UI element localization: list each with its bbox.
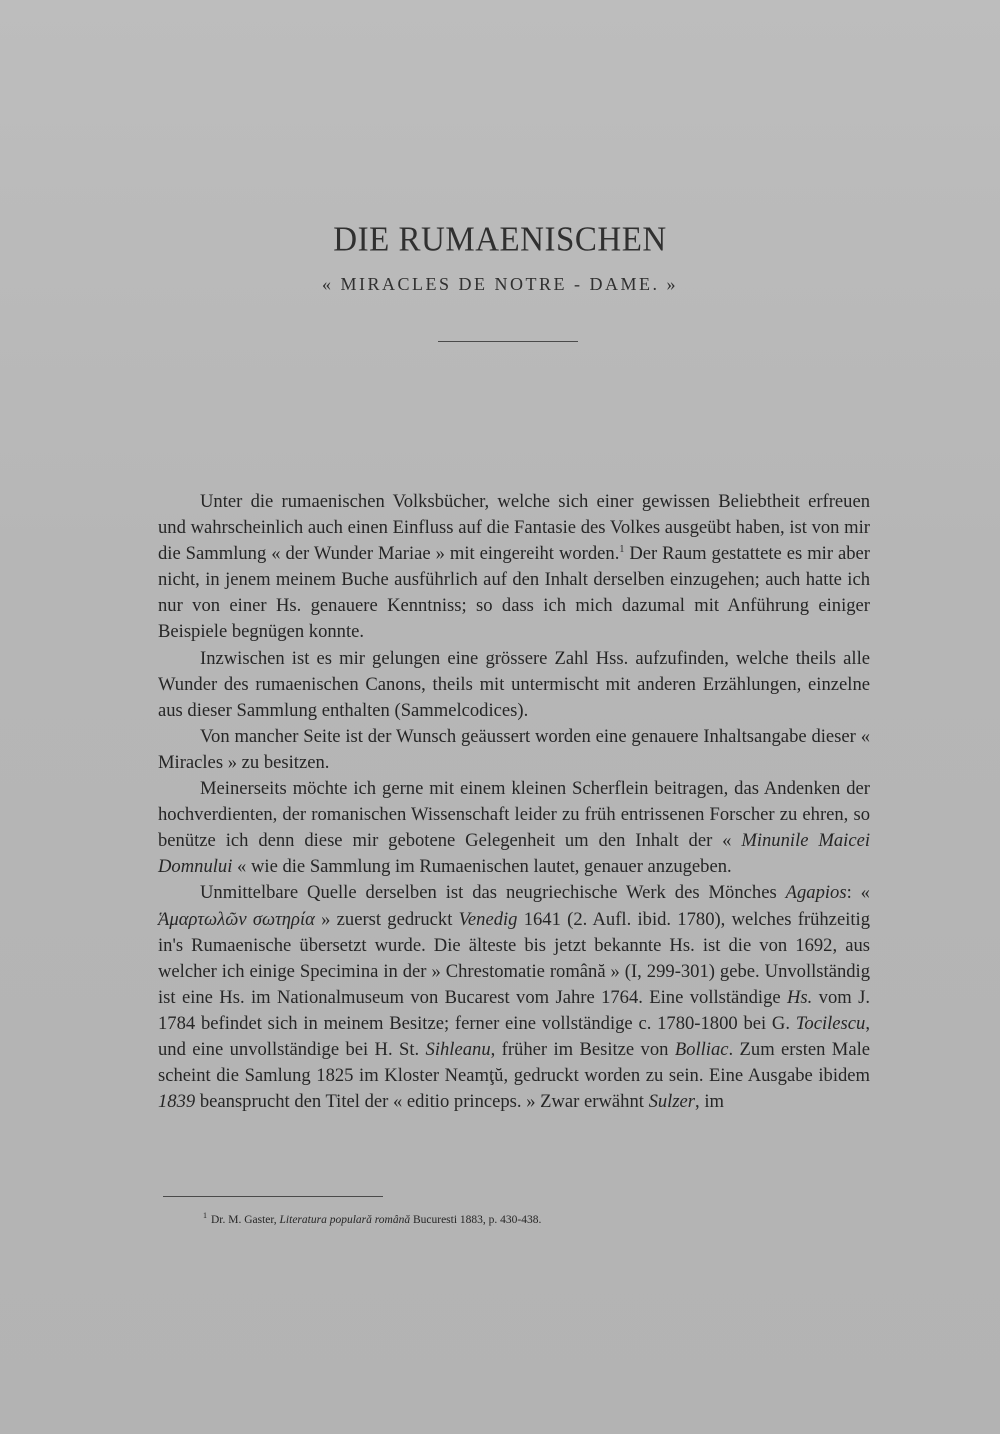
p5-italic: Agapios (785, 882, 847, 904)
paragraph-1-text-cont: Der Raum gestattete es mir aber nicht, in jenem meinem Buche ausführlich auf den Inhalt derselben einzugehen; auch hatte ich nur von einer Hs. genauere Kenntniss; so dass ich mich dazumal mit Anführung einiger Beispiele begnügen konnte. (158, 543, 870, 643)
p5-seg: , im (695, 1091, 724, 1113)
p5-italic: Venedig (458, 908, 518, 930)
paragraph-5 (158, 880, 870, 1115)
p5-italic: Sulzer (648, 1091, 696, 1113)
page-subtitle: « MIRACLES DE NOTRE - DAME. » (322, 274, 678, 294)
paragraph-4-title-italic: Minunile Maicei Domnului (158, 830, 871, 878)
p5-seg: , und eine unvollständige bei H. St. (158, 1012, 870, 1060)
footnote-divider (163, 1196, 383, 1197)
p5-seg: . Zum ersten Male scheint die Samlung 1825 im Kloster Neamţŭ, gedruckt worden zu sein. Eine Ausgabe ibidem (158, 1038, 871, 1087)
paragraph-1-text: Unter die rumaenischen Volksbücher, welche sich einer gewissen Beliebtheit erfreuen und wahrscheinlich auch einen Einfluss auf die Fantasie des Volkes ausgeübt haben, ist von mir die Sammlung « der Wunder Mariae » mit eingereiht worden. (158, 491, 870, 565)
footnote-rest: Bucuresti 1883, p. 430-438. (412, 1213, 542, 1226)
paragraph-3: Von mancher Seite ist der Wunsch geäussert worden eine genauere Inhaltsangabe dieser « Miracles » zu besitzen. (158, 725, 870, 773)
p5-italic-greek-title: Ἁμαρτωλῶν σωτηρία (158, 908, 315, 930)
p5-seg: beansprucht den Titel der « editio princeps. » Zwar erwähnt (195, 1091, 649, 1113)
p5-italic: 1839 (158, 1091, 196, 1113)
paragraph-4-text-cont: « wie die Sammlung im Rumaenischen lautet, genauer anzugeben. (232, 856, 732, 878)
paragraph-1 (158, 489, 870, 646)
footnote (203, 1211, 843, 1226)
p5-italic: Hs. (786, 986, 813, 1008)
p5-seg: Unmittelbare Quelle derselben ist das neugriechische Werk des Mönches (200, 882, 786, 904)
page-title: DIE RUMAENISCHEN (333, 221, 667, 259)
paragraph-4 (158, 776, 870, 880)
paragraph-4-text: Meinerseits möchte ich gerne mit einem kleinen Scherflein beitragen, das Andenken der hochverdienten, der romanischen Wissenschaft leider zu früh entrissenen Forscher zu ehren, so benütze ich denn diese mir gebotene Gelegenheit um den Inhalt der « (158, 778, 870, 852)
p5-italic: Sihleanu (425, 1038, 491, 1060)
p5-italic: Tocilescu (795, 1012, 866, 1034)
footnote-author: Dr. M. Gaster, (211, 1213, 277, 1226)
footnote-ref[interactable]: 1 (619, 544, 625, 555)
p5-seg: vom J. 1784 befindet sich in meinem Besitze; ferner eine vollständige c. 1780-1800 bei G. (158, 986, 870, 1034)
p5-seg: 1641 (2. Aufl. ibid. 1780), welches frühzeitig in's Rumaenische übersetzt wurde. Die älteste bis jetzt bekannte Hs. ist die von 1692, aus welcher ich einige Specimina in der » Chrestomatie română » (I, 299-301) gebe. Unvollständig ist eine Hs. im Nationalmuseum von Bucarest vom Jahre 1764. Eine vollständige (158, 908, 870, 1008)
p5-italic: Bolliac (674, 1038, 729, 1060)
footnote-number: 1 (203, 1211, 207, 1220)
p5-seg: » zuerst gedruckt (314, 908, 459, 930)
p5-seg: , früher im Besitze von (490, 1038, 675, 1060)
footnote-work: Literatura populară română (279, 1213, 411, 1226)
body-text (158, 489, 870, 1115)
paragraph-2: Inzwischen ist es mir gelungen eine grössere Zahl Hss. aufzufinden, welche theils alle Wunder des rumaenischen Canons, theils mit untermischt mit anderen Erzählungen, einzelne aus dieser Sammlung enthalten (Sammelcodices). (158, 647, 870, 721)
title-divider (438, 341, 578, 342)
p5-seg: : « (846, 882, 870, 904)
